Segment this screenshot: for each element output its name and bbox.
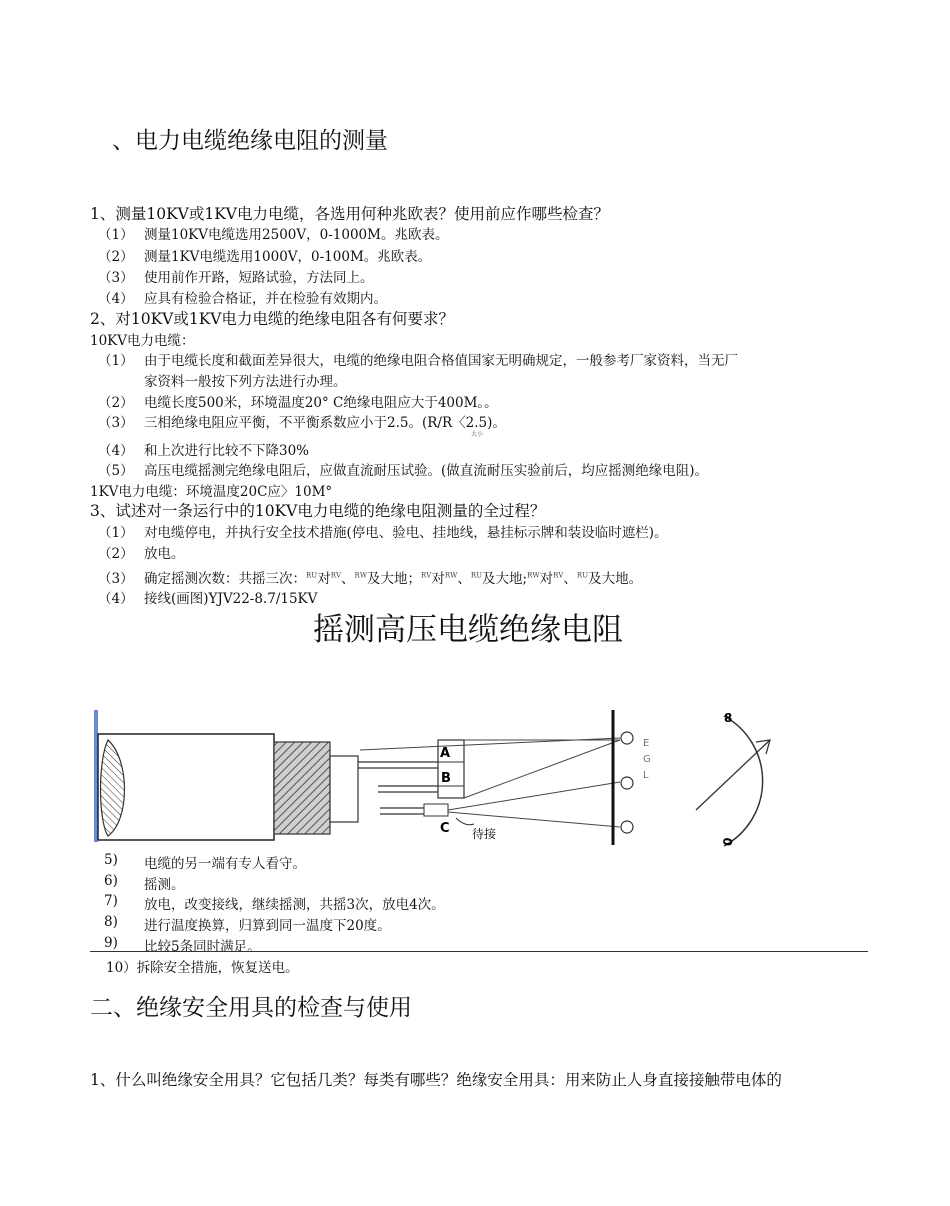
list-number: （4）	[98, 591, 134, 607]
list-item-continuation: 家资料一般按下列方法进行办理。	[144, 374, 347, 390]
list-item: 三相绝缘电阻应平衡，不平衡系数应小于2.5。(R/R〈2.5)。	[144, 415, 506, 431]
sub-u: U	[582, 571, 589, 580]
cable-insulation	[330, 756, 358, 822]
text-part: 及大地；	[367, 571, 422, 587]
sub-u: U	[311, 571, 318, 580]
list-number: （5）	[98, 463, 134, 479]
list-number: 5)	[104, 852, 118, 868]
list-item: 比较5条同时满足。	[144, 939, 261, 955]
list-item: 测量10KV电缆选用2500V，0-1000M。兆欧表。	[144, 227, 449, 243]
item-prefix: 确定摇测次数：共摇三次：	[144, 571, 306, 587]
list-number: （4）	[98, 291, 134, 307]
gauge-arc	[724, 716, 763, 846]
sub-r: R	[444, 571, 451, 580]
section-title: 、电力电缆绝缘电阻的测量	[112, 128, 388, 154]
text-part: 对	[317, 571, 331, 587]
cable-diagram	[90, 700, 810, 860]
question-2: 2、对10KV或1KV电力电缆的绝缘电阻各有何要求？	[90, 310, 454, 328]
sub-v: V	[558, 571, 564, 580]
list-item: 高压电缆摇测完绝缘电阻后，应做直流耐压试验。(做直流耐压实验前后，均应摇测绝缘电阻)。	[144, 463, 709, 479]
sub-w: W	[359, 571, 368, 580]
list-number: （4）	[98, 443, 134, 459]
section-title-2: 二、绝缘安全用具的检查与使用	[90, 995, 412, 1021]
list-item: 摇测。	[144, 877, 185, 893]
figure-title: 摇测高压电缆绝缘电阻	[313, 612, 623, 648]
step-10: 10）拆除安全措施，恢复送电。	[106, 960, 299, 976]
list-item: 进行温度换算，归算到同一温度下20度。	[144, 918, 391, 934]
list-number: （2）	[98, 546, 134, 562]
sub-r: R	[527, 571, 533, 580]
list-number: （1）	[98, 353, 134, 369]
list-item: 对电缆停电，并执行安全技术措施(停电、验电、挂地线，悬挂标示牌和装设临时遮栏)。	[144, 525, 668, 541]
list-number: （3）	[98, 415, 134, 431]
list-item: 测量1KV电缆选用1000V，0-100M。兆欧表。	[144, 249, 432, 265]
divider	[90, 951, 868, 952]
question-1: 1、测量10KV或1KV电力电缆，各选用何种兆欧表？使用前应作哪些检查？	[90, 205, 609, 223]
list-number: 7)	[104, 893, 118, 909]
gauge-pointer	[696, 740, 770, 810]
subscript-note: 大小	[471, 431, 484, 438]
label-c: C	[440, 821, 450, 836]
sub-r: R	[470, 571, 477, 580]
list-item: 使用前作开路，短路试验，方法同上。	[144, 270, 374, 286]
sub-r: R	[421, 571, 427, 580]
list-item: 接线(画图)YJV22-8.7/15KV	[144, 591, 318, 607]
label-b: B	[441, 771, 451, 786]
text-part: 对	[431, 571, 445, 587]
terminal-label-g: G	[643, 754, 651, 765]
list-item: 由于电缆长度和截面差异很大，电缆的绝缘电阻合格值国家无明确规定，一般参考厂家资料，当无厂	[144, 353, 738, 369]
text-part: 及大地;	[482, 571, 528, 587]
text-part: 、	[341, 571, 355, 587]
sub-w: W	[532, 571, 540, 580]
text-part: 对	[539, 571, 554, 587]
sub-r: R	[306, 571, 312, 580]
sub-r: R	[576, 571, 583, 580]
terminal-g	[621, 777, 633, 789]
list-number: （3）	[98, 571, 134, 587]
label-a: A	[440, 746, 451, 761]
cable-armor	[274, 742, 330, 834]
text-part: 、	[457, 571, 471, 587]
phase-c-connector	[424, 804, 448, 816]
section2-question-1: 1、什么叫绝缘安全用具？它包括几类？每类有哪些？绝缘安全用具：用来防止人身直接接触带电体的	[90, 1071, 782, 1089]
sub-r: R	[354, 571, 360, 580]
label-1kv: 1KV电力电缆：环境温度20C应〉10M°	[90, 484, 333, 500]
sub-v: V	[335, 571, 342, 580]
question-3: 3、试述对一条运行中的10KV电力电缆的绝缘电阻测量的全过程？	[90, 502, 546, 520]
list-number: （3）	[98, 270, 134, 286]
wire-g	[448, 812, 620, 827]
text-part: 及大地。	[588, 571, 643, 587]
terminal-e	[621, 732, 633, 744]
label-10kv: 10KV电力电缆：	[90, 333, 195, 349]
list-number: （2）	[98, 395, 134, 411]
list-item: 放电。	[144, 546, 185, 562]
list-number: （2）	[98, 249, 134, 265]
gauge-min-label: 0	[720, 836, 736, 848]
list-item: 放电，改变接线，继续摇测，共摇3次，放电4次。	[144, 897, 445, 913]
list-number: 9)	[104, 935, 118, 951]
sub-w: W	[450, 571, 458, 580]
terminal-label-e: E	[643, 738, 650, 749]
list-number: 6)	[104, 873, 118, 889]
list-item: 电缆长度500米，环境温度20° C绝缘电阻应大于400M。。	[144, 395, 498, 411]
terminal-l	[621, 821, 633, 833]
sub-v: V	[426, 571, 432, 580]
label-pending: 待接	[472, 827, 497, 841]
sub-u: U	[476, 571, 483, 580]
terminal-label-l: L	[643, 770, 649, 781]
list-item: 电缆的另一端有专人看守。	[144, 856, 306, 872]
sub-r: R	[330, 571, 336, 580]
sub-r: R	[553, 571, 559, 580]
wire-l	[448, 782, 620, 810]
text-part: 、	[563, 571, 577, 587]
list-item: 和上次进行比较不下降30%	[144, 443, 310, 459]
list-item	[144, 567, 642, 587]
list-item: 应具有检验合格证，并在检验有效期内。	[144, 291, 387, 307]
list-number: （1）	[98, 227, 134, 243]
list-number: 8)	[104, 914, 118, 930]
list-number: （1）	[98, 525, 134, 541]
gauge-max-label: 8	[724, 711, 733, 725]
